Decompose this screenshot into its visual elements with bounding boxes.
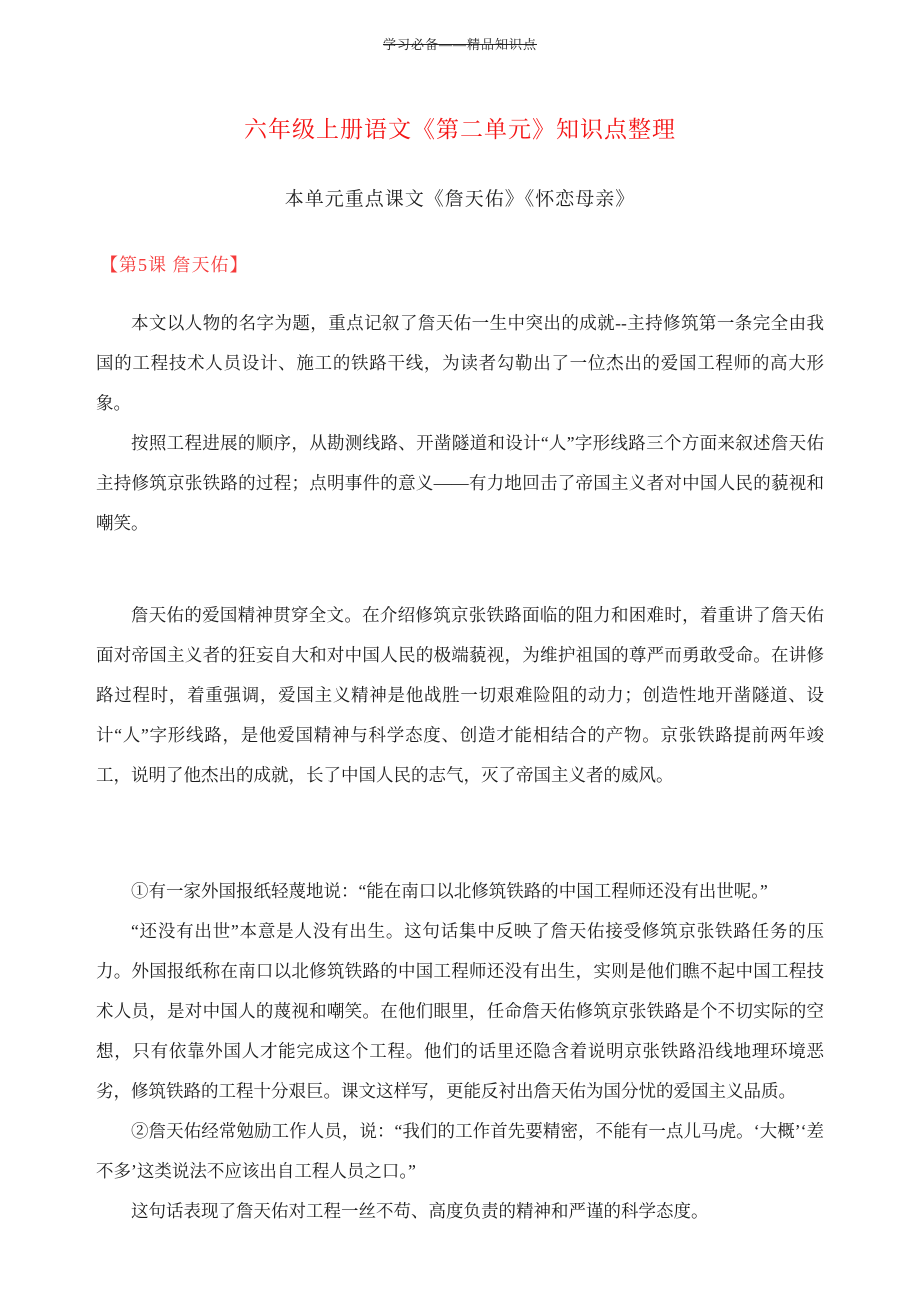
document-title: 六年级上册语文《第二单元》知识点整理 [244, 117, 676, 142]
paragraph-quote-1: ①有一家外国报纸轻蔑地说：“能在南口以北修筑铁路的中国工程师还没有出世呢。” [131, 881, 768, 901]
paragraph-structure: 按照工程进展的顺序，从勘测线路、开凿隧道和设计“人”字形线路三个方面来叙述詹天佑主持修筑京张铁路的过程；点明事件的意义——有力地回击了帝国主义者对中国人民的藐视和嘲笑。 [96, 433, 824, 533]
paragraph-patriotism-theme: 詹天佑的爱国精神贯穿全文。在介绍修筑京张铁路面临的阻力和困难时，着重讲了詹天佑面对帝国主义者的狂妄自大和对中国人民的极端藐视，为维护祖国的尊严而勇敢受命。在讲修路过程时，着重强调，爱国主义精神是他战胜一切艰难险阻的动力；创造性地开凿隧道、设计“人”字形线路，是他爱国精神与科学态度、创造才能相结合的产物。京张铁路提前两年竣工，说明了他杰出的成就，长了中国人民的志气，灭了帝国主义者的威风。 [96, 605, 824, 785]
paragraph-overview: 本文以人物的名字为题，重点记叙了詹天佑一生中突出的成就--主持修筑第一条完全由我国的工程技术人员设计、施工的铁路干线，为读者勾勒出了一位杰出的爱国工程师的高大形象。 [96, 313, 824, 413]
header-watermark: 学习必备——精品知识点 [382, 37, 537, 52]
section-heading-lesson-5: 【第5课 詹天佑】 [100, 255, 249, 275]
document-body [96, 303, 824, 1231]
paragraph-quote-1-analysis: “还没有出世”本意是人没有出生。这句话集中反映了詹天佑接受修筑京张铁路任务的压力。外国报纸称在南口以北修筑铁路的中国工程师还没有出生，实则是他们瞧不起中国工程技术人员，是对中国人的蔑视和嘲笑。在他们眼里，任命詹天佑修筑京张铁路是个不切实际的空想，只有依靠外国人才能完成这个工程。他们的话里还隐含着说明京张铁路沿线地理环境恶劣，修筑铁路的工程十分艰巨。课文这样写，更能反衬出詹天佑为国分忧的爱国主义品质。 [96, 921, 824, 1101]
paragraph-quote-2-analysis: 这句话表现了詹天佑对工程一丝不苟、高度负责的精神和严谨的科学态度。 [131, 1201, 709, 1221]
paragraph-quote-2: ②詹天佑经常勉励工作人员，说：“我们的工作首先要精密，不能有一点儿马虎。‘大概’‘差不多’这类说法不应该出自工程人员之口。” [96, 1121, 824, 1181]
document-subtitle: 本单元重点课文《詹天佑》《怀恋母亲》 [284, 189, 636, 210]
